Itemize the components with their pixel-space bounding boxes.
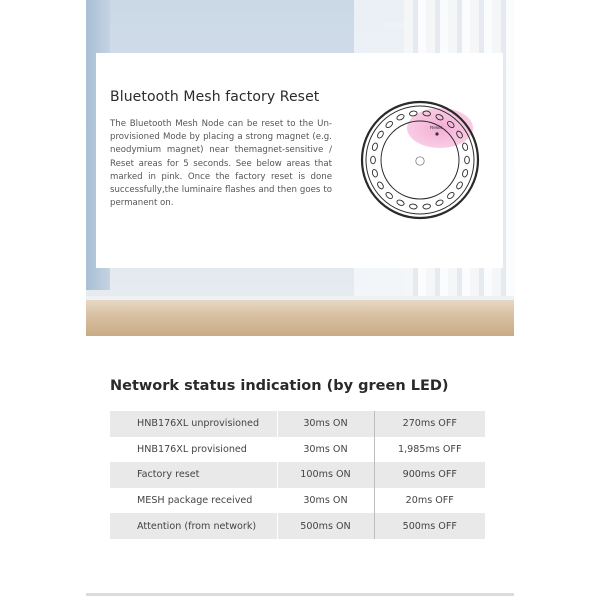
off-duration-cell: 270ms OFF <box>374 411 485 437</box>
slot-mark <box>385 120 394 129</box>
table-row <box>110 513 485 539</box>
off-duration-cell: 900ms OFF <box>374 462 485 488</box>
reset-area-diagram <box>359 99 481 221</box>
slot-mark <box>396 113 405 121</box>
slot-mark <box>371 156 376 164</box>
slot-mark <box>435 199 444 207</box>
off-duration-cell: 500ms OFF <box>374 513 485 539</box>
network-status-table <box>110 411 485 539</box>
status-cell: HNB176XL unprovisioned <box>110 411 277 437</box>
page-bottom-rule <box>86 593 514 596</box>
slot-mark <box>423 204 431 210</box>
on-duration-cell: 30ms ON <box>277 488 374 514</box>
table-row <box>110 411 485 437</box>
slot-mark <box>372 169 379 178</box>
factory-reset-title: Bluetooth Mesh factory Reset <box>110 89 320 105</box>
table-row <box>110 488 485 514</box>
on-duration-cell: 30ms ON <box>277 411 374 437</box>
slot-mark <box>462 142 469 151</box>
slot-mark <box>455 181 463 190</box>
slot-mark <box>446 191 455 200</box>
status-cell: MESH package received <box>110 488 277 514</box>
off-duration-cell: 20ms OFF <box>405 495 454 507</box>
slot-mark <box>409 204 417 210</box>
table-row <box>110 462 485 488</box>
slot-mark <box>372 142 379 151</box>
on-duration-cell: 500ms ON <box>277 513 374 539</box>
reset-label: Reset <box>430 125 443 130</box>
slot-mark <box>462 169 469 178</box>
slot-mark <box>396 199 405 207</box>
status-cell: HNB176XL provisioned <box>110 437 277 463</box>
slot-mark <box>376 181 384 190</box>
factory-reset-card <box>96 53 503 268</box>
status-cell: Attention (from network) <box>110 513 277 539</box>
datasheet-page <box>86 0 514 600</box>
slot-mark <box>465 156 470 164</box>
factory-reset-description: The Bluetooth Mesh Node can be reset to the Un-provisioned Mode by placing a strong magnet (e.g. neodymium magnet) near themagnet-sensitive / Reset areas for 5 seconds. See below areas that marked in pink. Once the factory reset is done successfully,the luminaire flashes and then goes to permanent on. <box>110 119 332 209</box>
on-duration-cell: 30ms ON <box>277 437 374 463</box>
table-row <box>110 437 485 463</box>
magnet-point <box>435 132 438 135</box>
sensor-ring <box>416 157 424 165</box>
on-duration-cell: 100ms ON <box>277 462 374 488</box>
network-status-title: Network status indication (by green LED) <box>110 378 449 394</box>
slot-mark <box>385 191 394 200</box>
off-duration-cell: 1,985ms OFF <box>398 443 462 455</box>
slot-mark <box>409 111 417 117</box>
status-cell: Factory reset <box>110 462 277 488</box>
slot-mark <box>376 130 384 139</box>
wooden-floor <box>86 300 514 336</box>
